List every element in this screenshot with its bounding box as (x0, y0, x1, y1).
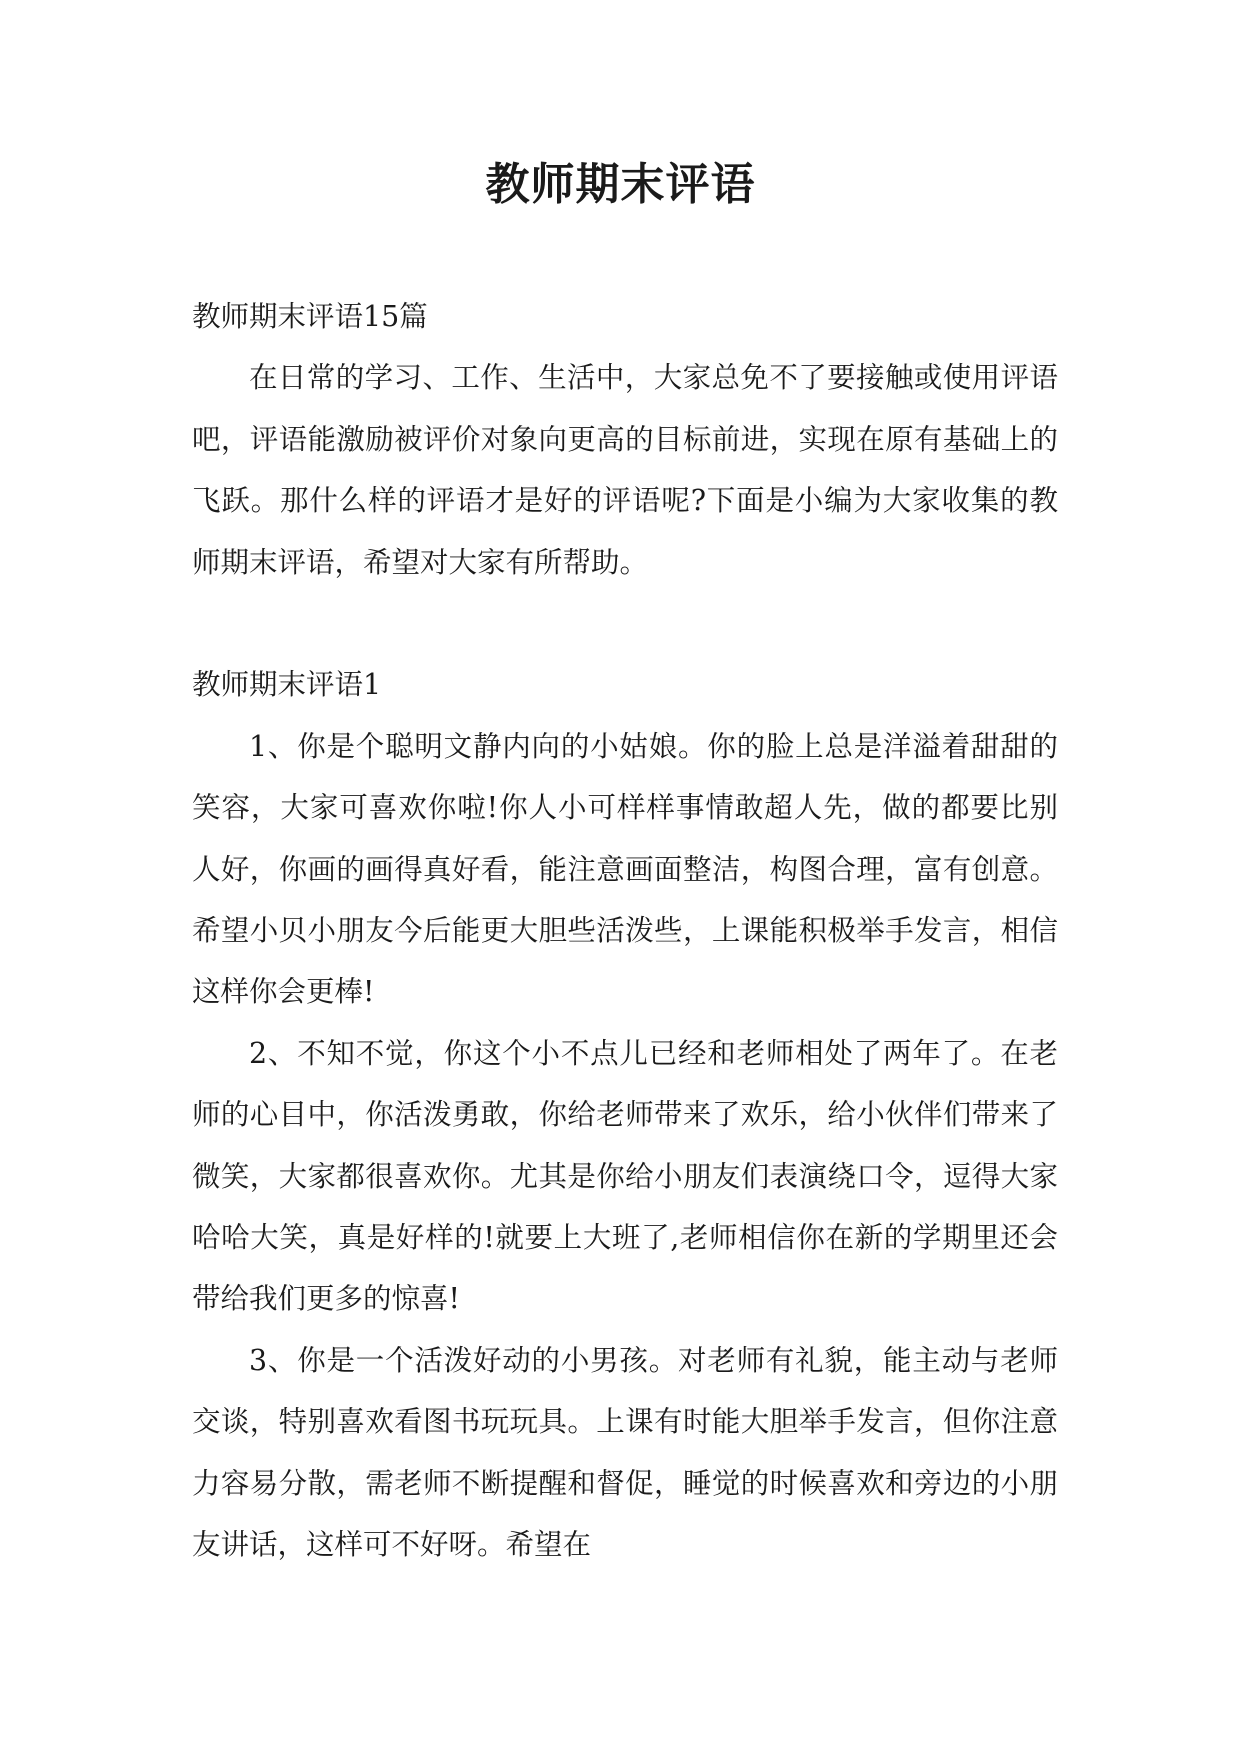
document-body (192, 286, 1058, 1576)
section-heading: 教师期末评语1 (192, 668, 382, 702)
document-title: 教师期末评语 (485, 159, 756, 210)
comment-paragraph-1: 1、你是个聪明文静内向的小姑娘。你的脸上总是洋溢着甜甜的笑容，大家可喜欢你啦!你人小可样样事情敢超人先，做的都要比别人好，你画的画得真好看，能注意画面整洁，构图合理，富有创意。希望小贝小朋友今后能更大胆些活泼些，上课能积极举手发言，相信这样你会更棒! (192, 729, 1058, 1009)
intro-paragraph: 在日常的学习、工作、生活中，大家总免不了要接触或使用评语吧，评语能激励被评价对象向更高的目标前进，实现在原有基础上的飞跃。那什么样的评语才是好的评语呢?下面是小编为大家收集的教师期末评语，希望对大家有所帮助。 (192, 361, 1058, 579)
document-subtitle: 教师期末评语15篇 (192, 300, 428, 333)
paragraph-spacer (192, 593, 1058, 654)
comment-paragraph-2: 2、不知不觉，你这个小不点儿已经和老师相处了两年了。在老师的心目中，你活泼勇敢，你给老师带来了欢乐，给小伙伴们带来了微笑，大家都很喜欢你。尤其是你给小朋友们表演绕口令，逗得大家哈哈大笑，真是好样的!就要上大班了,老师相信你在新的学期里还会带给我们更多的惊喜! (192, 1036, 1058, 1316)
comment-paragraph-3: 3、你是一个活泼好动的小男孩。对老师有礼貌，能主动与老师交谈，特别喜欢看图书玩玩具。上课有时能大胆举手发言，但你注意力容易分散，需老师不断提醒和督促，睡觉的时候喜欢和旁边的小朋友讲话，这样可不好呀。希望在 (192, 1343, 1058, 1562)
